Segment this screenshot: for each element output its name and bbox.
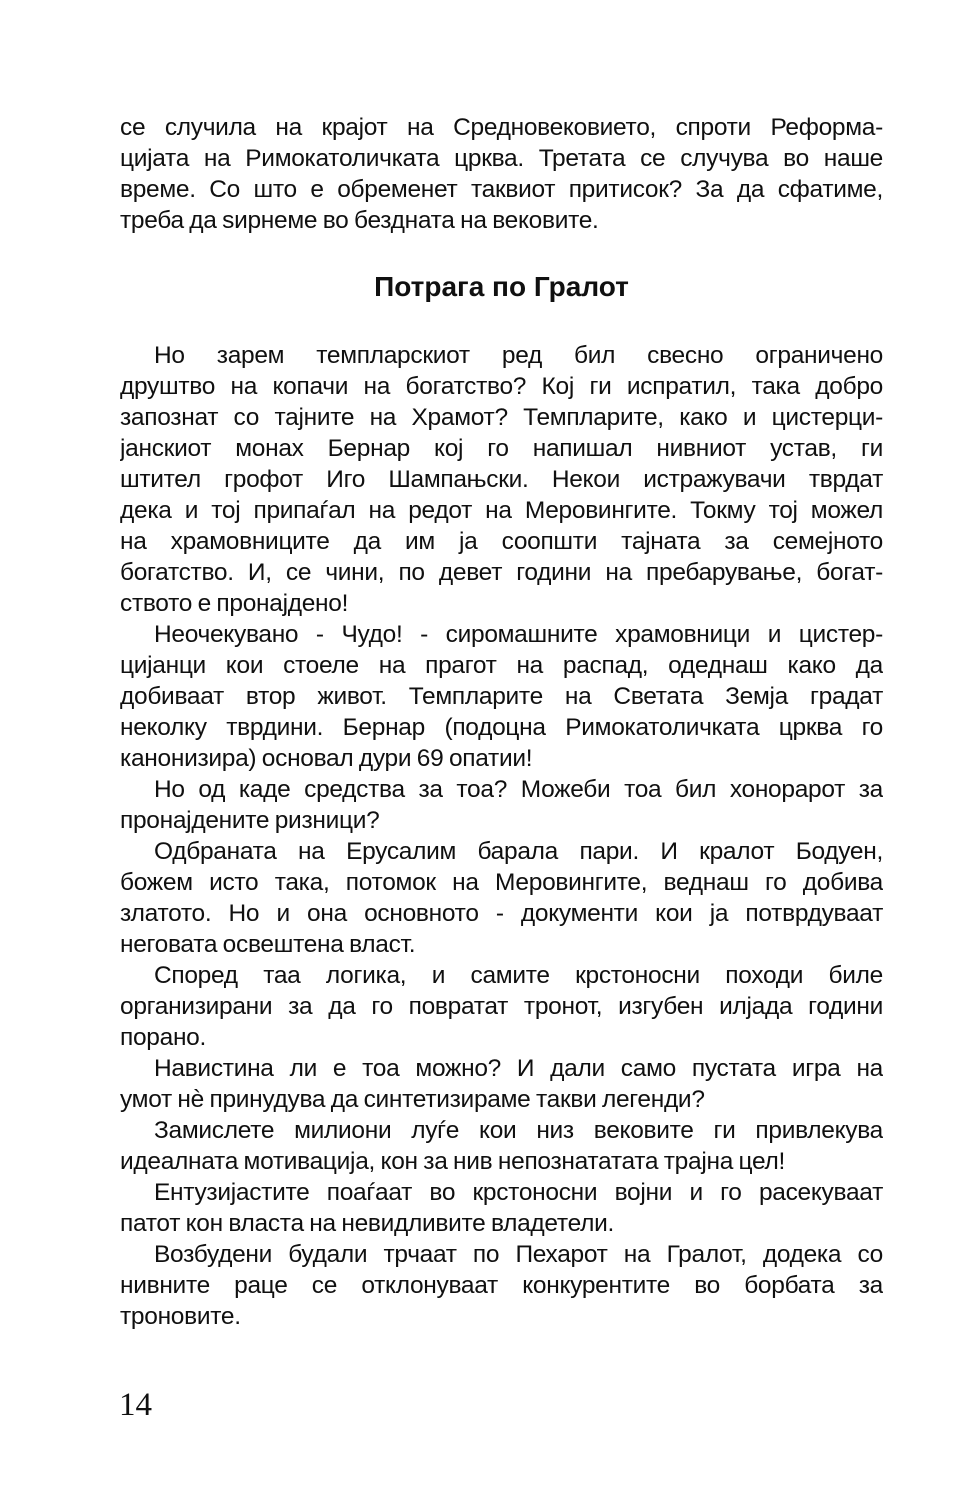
text-line: патот кон власта на невидливите владетели. [120, 1210, 614, 1237]
text-line: друштво на копачи на богатство? Кој ги испратил, така добро [120, 373, 883, 400]
text-line: идеалната мотивација, кон за нив непознататата трајна цел! [120, 1148, 786, 1175]
paragraph [120, 960, 883, 1053]
text-line: канонизира) основал дури 69 опатии! [120, 745, 533, 772]
paragraph [120, 1053, 883, 1115]
text-line: добиваат втор живот. Темпларите на Светата Земја градат [120, 683, 883, 710]
text-line: организирани за да го повратат тронот, изгубен илјада години [120, 993, 883, 1020]
text-line: треба да ѕирнеме во бездната на вековите. [120, 207, 599, 234]
text-line: неговата освештена власт. [120, 931, 416, 958]
text-line: јанскиот монах Бернар кој го напишал нивниот устав, ги [120, 435, 883, 462]
text-line: богатство. И, се чини, по девет години на пребарување, богат- [120, 559, 883, 586]
text-line: Ентузијастите поаѓаат во крстоносни војни и го расекуваат [154, 1179, 883, 1206]
text-line: златото. Но и она основното - документи кои ја потврдуваат [120, 900, 883, 927]
text-line: неколку тврдини. Бернар (подоцна Римокатоличката црква го [120, 714, 883, 741]
text-line: запознат со тајните на Храмот? Темпларите, како и цистерци- [120, 404, 883, 431]
text-line: Неочекувано - Чудо! - сиромашните храмовници и цистер- [154, 621, 883, 648]
text-line: Навистина ли е тоа можно? И дали само пустата игра на [154, 1055, 883, 1082]
text-line: троновите. [120, 1303, 241, 1330]
paragraph [120, 619, 883, 774]
text-line: цијанци кои стоеле на прагот на распад, одеднаш како да [120, 652, 883, 679]
paragraph [120, 1115, 883, 1177]
text-line: порано. [120, 1024, 207, 1051]
text-line: Одбраната на Ерусалим барала пари. И кралот Бодуен, [154, 838, 883, 865]
page-number: 14 [119, 1387, 152, 1423]
paragraph [120, 1239, 883, 1332]
text-line: дека и тој припаѓал на редот на Меровингите. Токму тој можел [120, 497, 883, 524]
text-block [120, 112, 883, 1332]
paragraph [120, 340, 883, 619]
paragraph-continuation [120, 112, 883, 236]
text-line: на храмовниците да им ја соопшти тајната за семејното [120, 528, 883, 555]
text-line: ството е пронајдено! [120, 590, 349, 617]
text-line: нивните раце се отклонуваат конкурентите во борбата за [120, 1272, 883, 1299]
text-line: време. Со што е обременет таквиот притисок? За да сфатиме, [120, 176, 883, 203]
text-line: умот нѐ принудува да синтетизираме такви легенди? [120, 1086, 705, 1113]
paragraph [120, 1177, 883, 1239]
text-line: Но од каде средства за тоа? Можеби тоа бил хонорарот за [154, 776, 883, 803]
section-heading: Потрага по Гралот [374, 271, 629, 302]
text-line: штител грофот Иго Шампањски. Некои истражувачи тврдат [120, 466, 883, 493]
text-line: пронајдените ризници? [120, 807, 380, 834]
text-line: Возбудени будали трчаат по Пехарот на Гралот, додека со [154, 1241, 883, 1268]
text-line: Според таа логика, и самите крстоносни походи биле [154, 962, 883, 989]
text-line: божем исто така, потомок на Меровингите, веднаш го добива [120, 869, 883, 896]
paragraph [120, 836, 883, 960]
text-line: цијата на Римокатоличката црква. Третата се случува во наше [120, 145, 883, 172]
text-line: се случила на крајот на Средновековието, спроти Реформа- [120, 114, 883, 141]
text-line: Но зарем темпларскиот ред бил свесно ограничено [154, 342, 883, 369]
paragraph [120, 774, 883, 836]
text-line: Замислете милиони луѓе кои низ вековите ги привлекува [154, 1117, 883, 1144]
